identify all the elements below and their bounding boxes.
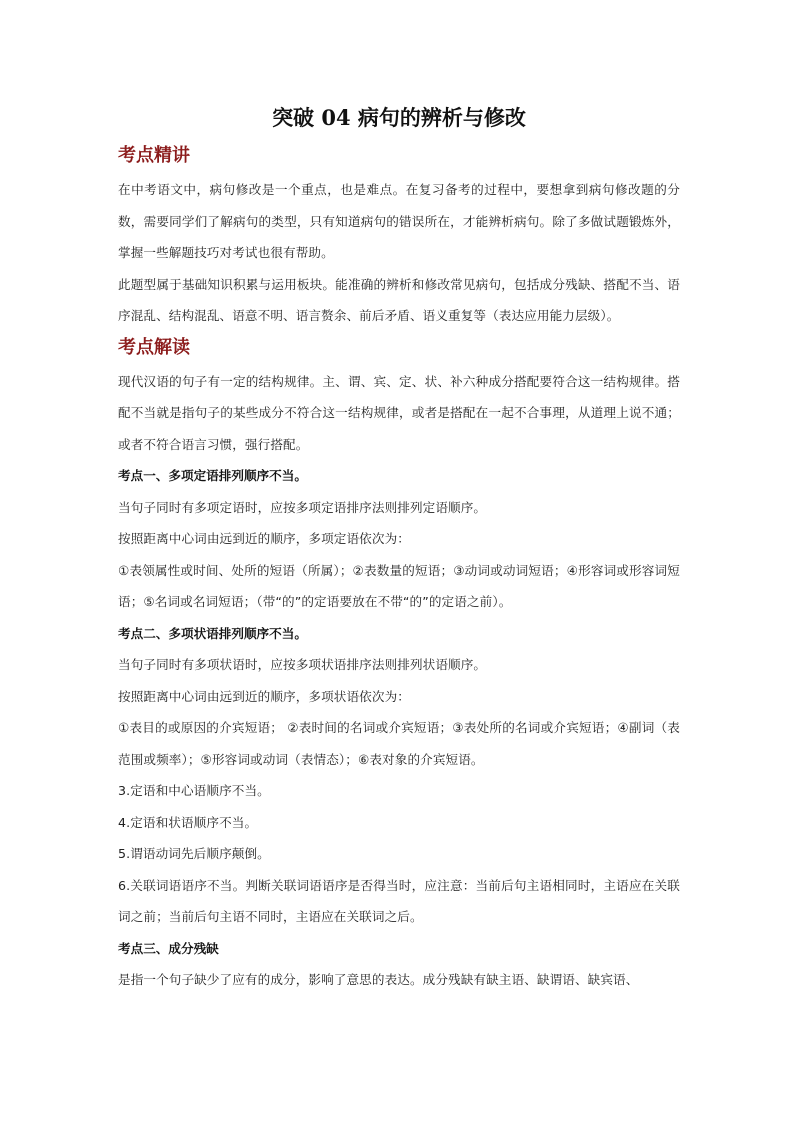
paragraph: 此题型属于基础知识积累与运用板块。能准确的辨析和修改常见病句，包括成分残缺、搭配不当、语序混乱、结构混乱、语意不明、语言赘余、前后矛盾、语义重复等（表达应用能力层级）。 (118, 276, 680, 323)
point-heading: 考点一、多项定语排列顺序不当。 (118, 468, 307, 483)
point-heading: 考点二、多项状语排列顺序不当。 (118, 625, 307, 641)
paragraph: 现代汉语的句子有一定的结构规律。主、谓、宾、定、状、补六种成分搭配要符合这一结构规律。搭配不当就是指句子的某些成分不符合这一结构规律，或者是搭配在一起不合事理，从道理上说不通；或者不符合语言习惯，强行搭配。 (118, 373, 680, 452)
paragraph: 按照距离中心词由远到近的顺序，多项定语依次为： (118, 531, 410, 546)
paragraph: 5.谓语动词先后顺序颠倒。 (118, 846, 270, 861)
section-heading-key-points: 考点精讲 (118, 145, 190, 166)
document-title: 突破 04 病句的辨析与修改 (272, 105, 526, 130)
paragraph: 4.定语和状语顺序不当。 (118, 814, 258, 830)
section-key-points (118, 142, 680, 332)
paragraph: 当句子同时有多项状语时，应按多项状语排序法则排列状语顺序。 (118, 657, 487, 672)
document-page (118, 100, 680, 996)
paragraph: 按照距离中心词由远到近的顺序，多项状语依次为： (118, 688, 410, 704)
paragraph: 3.定语和中心语顺序不当。 (118, 783, 270, 798)
paragraph: 是指一个句子缺少了应有的成分，影响了意思的表达。成分残缺有缺主语、缺谓语、缺宾语、 (118, 972, 639, 987)
paragraph: 在中考语文中，病句修改是一个重点，也是难点。在复习备考的过程中，要想拿到病句修改题的分数，需要同学们了解病句的类型，只有知道病句的错误所在，才能辨析病句。除了多做试题锻炼外，掌握一些解题技巧对考试也很有帮助。 (118, 182, 680, 260)
paragraph: ①表领属性或时间、处所的短语（所属）；②表数量的短语；③动词或动词短语；④形容词或形容词短语；⑤名词或名词短语；（带“的”的定语要放在不带“的”的定语之前）。 (118, 562, 680, 609)
paragraph: ①表目的或原因的介宾短语； ②表时间的名词或介宾短语；③表处所的名词或介宾短语；④副词（表范围或频率）；⑤形容词或动词（表情态）；⑥表对象的介宾短语。 (118, 720, 680, 767)
paragraph: 6.关联词语语序不当。判断关联词语语序是否得当时，应注意：当前后句主语相同时，主语应在关联词之前；当前后句主语不同时，主语应在关联词之后。 (118, 877, 680, 924)
paragraph: 当句子同时有多项定语时，应按多项定语排序法则排列定语顺序。 (118, 499, 487, 515)
point-heading: 考点三、成分残缺 (118, 940, 219, 956)
section-interpretation (118, 334, 680, 996)
section-heading-interpretation: 考点解读 (118, 336, 190, 358)
